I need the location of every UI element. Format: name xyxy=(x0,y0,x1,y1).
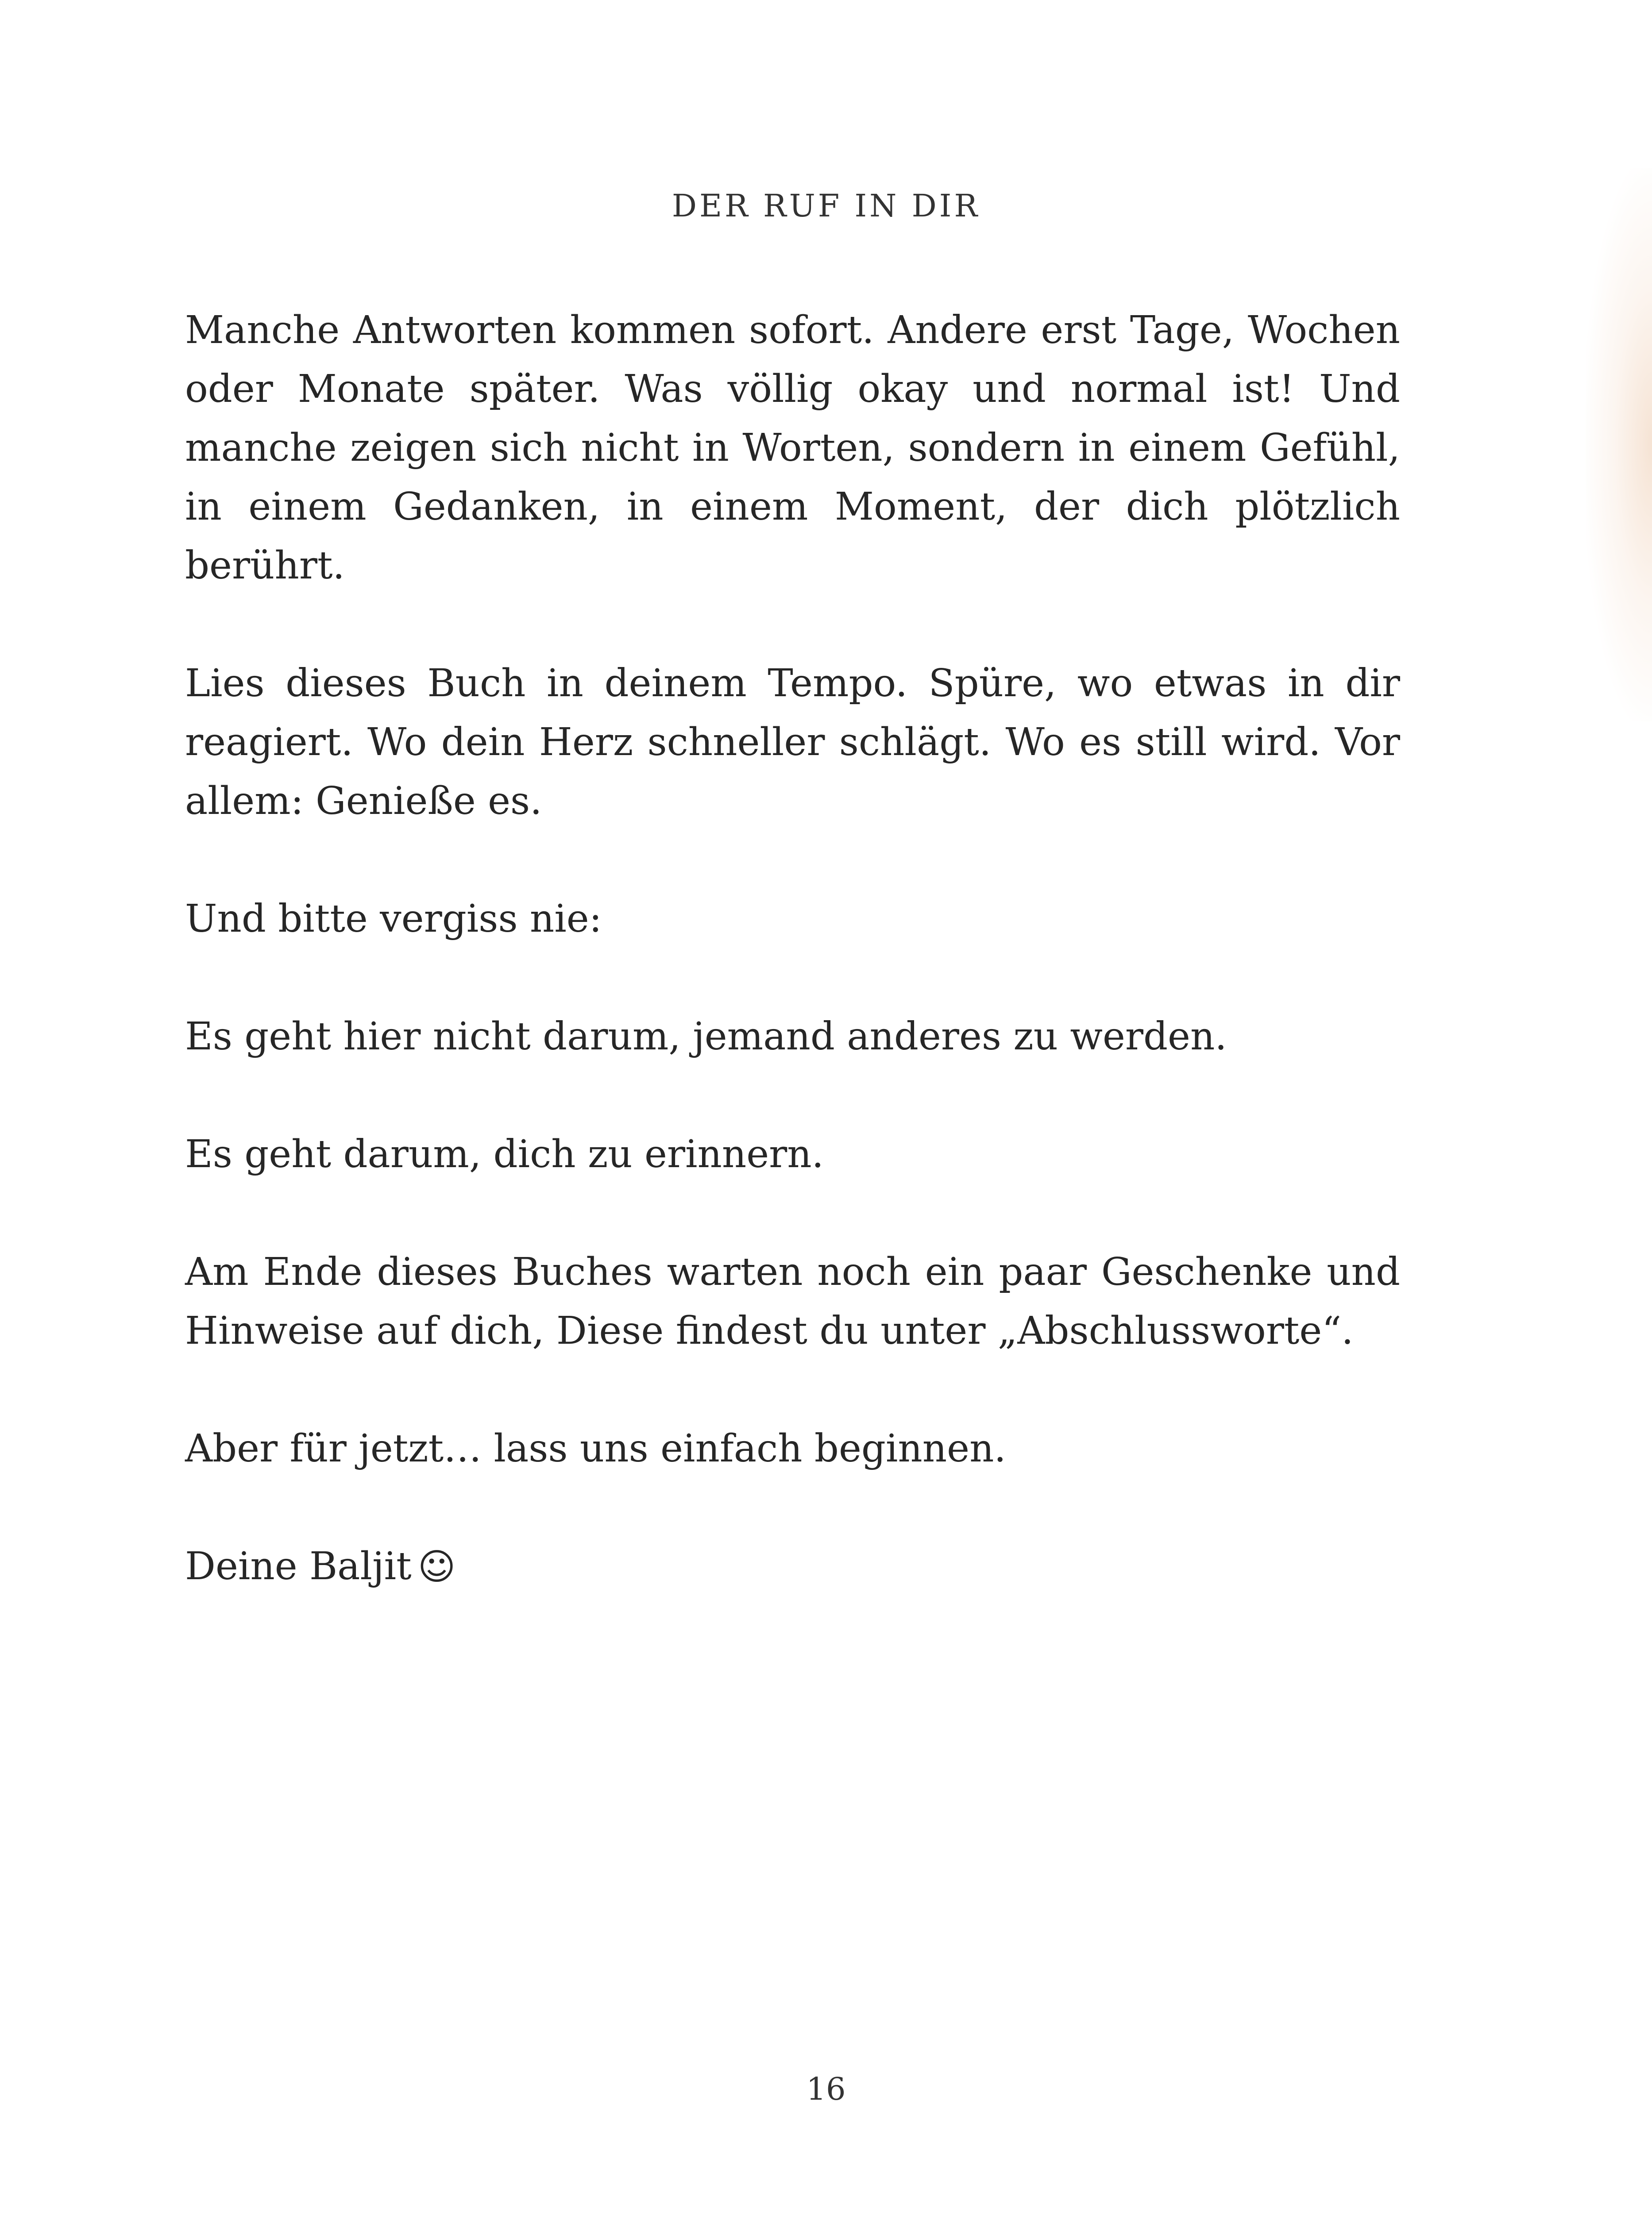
paragraph-read-tempo: Lies dieses Buch in deinem Tempo. Spüre, wo etwas in dir reagiert. Wo dein Herz schneller schlägt. Wo es still wird. Vor allem: Genieße es. xyxy=(185,661,1400,823)
body-text xyxy=(185,301,1400,1655)
signature-text: Deine Baljit xyxy=(185,1544,412,1588)
smiley-icon: ☺ xyxy=(417,1546,456,1588)
paragraph-begin: Aber für jetzt… lass uns einfach beginnen. xyxy=(185,1426,1006,1471)
paragraph-remember: Es geht darum, dich zu erinnern. xyxy=(185,1132,824,1176)
paragraph-never-forget: Und bitte vergiss nie: xyxy=(185,897,602,941)
paragraph-not-someone-else: Es geht hier nicht darum, jemand anderes zu werden. xyxy=(185,1014,1227,1059)
paragraph-answers: Manche Antworten kommen sofort. Andere erst Tage, Wochen oder Monate später. Was völlig okay und normal ist! Und manche zeigen sich nicht in Worten, sondern in einem Gefühl, in einem Gedanken, in einem Moment, der dich plötzlich berührt. xyxy=(185,308,1400,588)
running-header: DER RUF IN DIR xyxy=(672,188,980,224)
signature xyxy=(185,1537,1400,1596)
paragraph-gifts: Am Ende dieses Buches warten noch ein paar Geschenke und Hinweise auf dich, Diese findest du unter „Abschlussworte“. xyxy=(185,1250,1400,1353)
page-number: 16 xyxy=(806,2071,846,2107)
page-edge-shadow xyxy=(1586,168,1652,721)
